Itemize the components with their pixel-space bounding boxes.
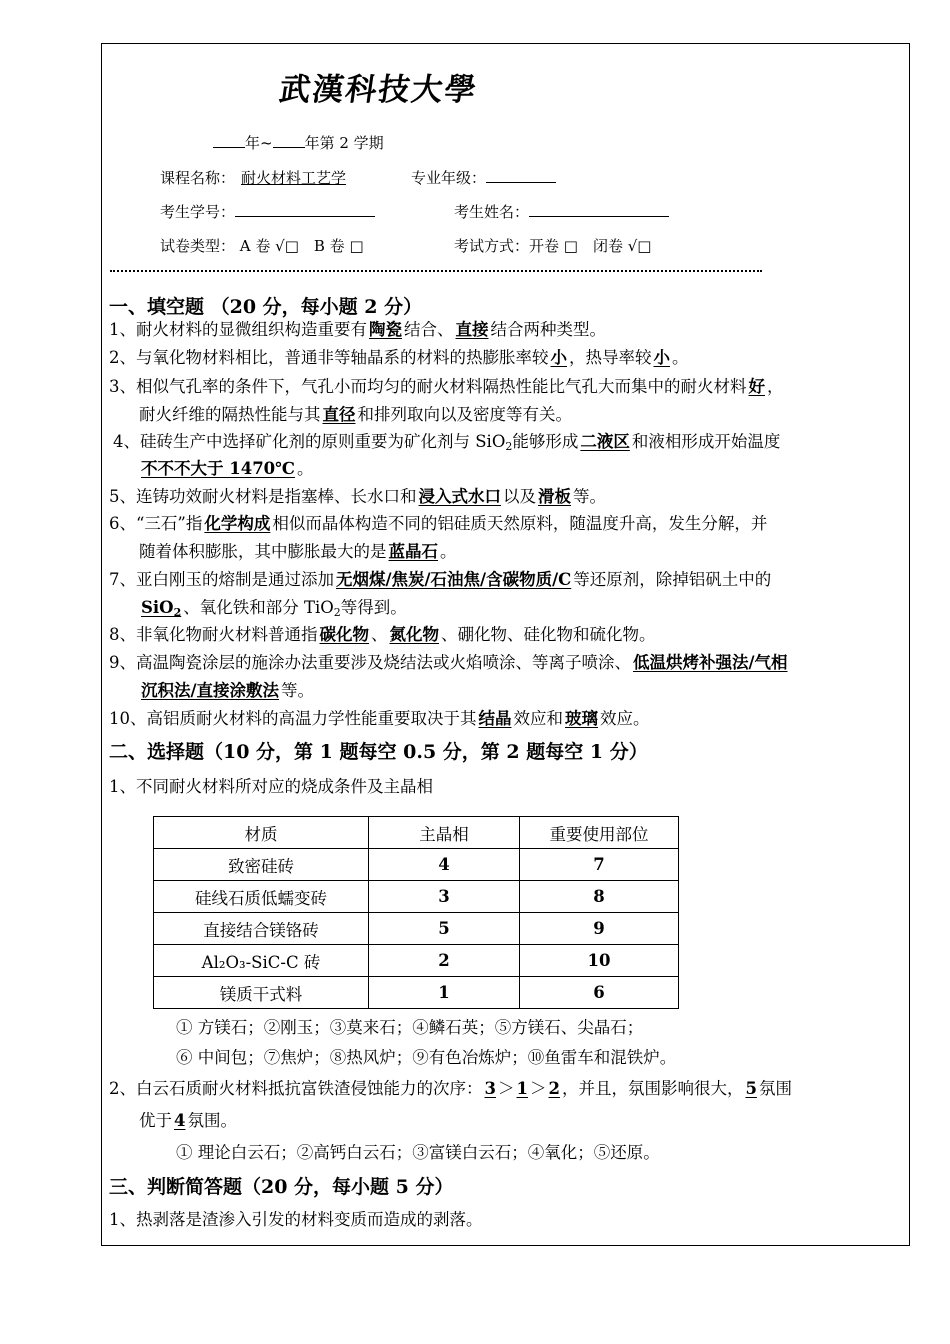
year-start-blank: [213, 147, 245, 148]
student-id-label: 考生学号：: [160, 203, 236, 221]
paper-type-row: [160, 235, 364, 256]
answer-blank: 陶瓷: [369, 320, 402, 339]
major-grade-label: 专业年级：: [411, 169, 487, 187]
section-title-fill-blank: 一、填空题 （20 分，每小题 2 分）: [109, 296, 423, 318]
table-header-row: [154, 817, 679, 849]
answer-blank: 小: [653, 348, 670, 367]
table-cell: Al₂O₃-SiC-C 砖: [154, 945, 369, 977]
section-title-multiple-choice: 二、选择题（10 分，第 1 题每空 0.5 分，第 2 题每空 1 分）: [109, 741, 648, 763]
answer-blank: 化学构成: [204, 514, 271, 533]
answer-blank: 结晶: [478, 709, 512, 728]
table-cell: 5: [369, 913, 520, 945]
dotted-separator: [110, 266, 762, 272]
table-header-cell: 材质: [154, 817, 369, 849]
question-1-4: 4、硅砖生产中选择矿化剂的原则重要为矿化剂与 SiO$_2$能够形成 二液区 和液相形成开始温度: [113, 432, 781, 453]
answer-blank: 5: [745, 1079, 757, 1098]
student-id-blank: [235, 216, 375, 217]
student-name-label: 考生姓名：: [454, 203, 530, 221]
options-list-2: ⑥ 中间包；⑦焦炉；⑧热风炉；⑨有色冶炼炉；⑩鱼雷车和混铁炉。: [176, 1048, 677, 1067]
student-name-blank: [529, 216, 669, 217]
table-row: [154, 849, 679, 881]
student-id-row: [160, 201, 375, 222]
question-1-6: 6、“三石”指 化学构成 相似而晶体构造不同的铝硅质天然原料，随温度升高，发生分解，并: [109, 514, 768, 533]
question-1-7-line2: SiO$_2$ 、氧化铁和部分 TiO$_2$等得到。: [141, 598, 407, 619]
answer-blank: 二液区: [580, 432, 630, 451]
year-end-blank: [273, 147, 305, 148]
major-grade-row: [411, 167, 556, 188]
course-name-row: [160, 167, 352, 188]
options-list-3: ① 理论白云石；②高钙白云石；③富镁白云石；④氧化；⑤还原。: [176, 1143, 660, 1162]
question-1-10: 10、高铝质耐火材料的高温力学性能重要取决于其 结晶 效应和 玻璃 效应。: [109, 709, 650, 728]
section-title-judgement: 三、判断简答题（20 分，每小题 5 分）: [109, 1176, 454, 1198]
question-1-6-line2: 随着体积膨胀，其中膨胀最大的是 蓝晶石 。: [139, 542, 457, 561]
question-1-3: 3、相似气孔率的条件下，气孔小而均匀的耐火材料隔热性能比气孔大而集中的耐火材料 好 ，: [109, 377, 784, 396]
exam-mode-value: 开卷 □ 闭卷 √□: [529, 237, 652, 255]
answer-blank: 直接: [455, 320, 489, 339]
answer-blank: 蓝晶石: [388, 542, 438, 561]
answer-blank: 3: [484, 1079, 496, 1098]
answer-blank: 2: [548, 1079, 560, 1098]
major-grade-blank: [486, 182, 556, 183]
table-cell: 7: [520, 849, 679, 881]
university-logo: 武漢科技大學: [276, 72, 481, 108]
table-row: [154, 881, 679, 913]
table-row: [154, 913, 679, 945]
table-cell: 硅线石质低蠕变砖: [154, 881, 369, 913]
answer-blank: SiO$_2$: [141, 598, 182, 619]
paper-type-label: 试卷类型：: [160, 237, 236, 255]
semester-line: 年~ 年第 2 学期: [213, 132, 384, 153]
exam-mode-label: 考试方式：: [454, 237, 530, 255]
question-2-1: 1、不同耐火材料所对应的烧成条件及主晶相: [109, 777, 433, 796]
table-cell: 3: [369, 881, 520, 913]
materials-table: [153, 816, 679, 1009]
question-1-4-line2: 不不不大于 1470℃ 。: [141, 459, 314, 478]
answer-blank: 碳化物: [319, 625, 369, 644]
table-cell: 9: [520, 913, 679, 945]
table-cell: 4: [369, 849, 520, 881]
answer-blank: 无烟煤/焦炭/石油焦/含碳物质/C: [336, 570, 572, 589]
course-name-value: 耐火材料工艺学: [241, 169, 347, 187]
question-1-1: 1、耐火材料的显微组织构造重要有 陶瓷 结合、 直接 结合两种类型。: [109, 320, 606, 339]
options-list-1: ① 方镁石；②刚玉；③莫来石；④鳞石英；⑤方镁石、尖晶石；: [176, 1018, 644, 1037]
table-cell: 镁质干式料: [154, 977, 369, 1009]
question-2-2: 2、白云石质耐火材料抵抗富铁渣侵蚀能力的次序： 3 ＞ 1 ＞ 2 ，并且，氛围影响很大， 5 氛围: [109, 1079, 792, 1098]
table-row: [154, 945, 679, 977]
answer-blank: 低温烘烤补强法/气相: [633, 653, 788, 672]
table-row: [154, 977, 679, 1009]
question-1-2: 2、与氧化物材料相比，普通非等轴晶系的材料的热膨胀率较 小 ，热导率较 小 。: [109, 348, 689, 367]
answer-blank: 浸入式水口: [418, 487, 501, 506]
table-cell: 2: [369, 945, 520, 977]
question-3-1: 1、热剥落是渣渗入引发的材料变质而造成的剥落。: [109, 1210, 483, 1229]
exam-mode-row: [454, 235, 651, 256]
table-cell: 10: [520, 945, 679, 977]
question-1-8: 8、非氧化物耐火材料普通指 碳化物 、 氮化物 、硼化物、硅化物和硫化物。: [109, 625, 656, 644]
table-cell: 6: [520, 977, 679, 1009]
answer-blank: 1: [516, 1079, 528, 1098]
answer-blank: 玻璃: [565, 709, 598, 728]
table-cell: 致密硅砖: [154, 849, 369, 881]
question-2-2-line2: 优于 4 氛围。: [139, 1111, 237, 1130]
answer-blank: 滑板: [538, 487, 571, 506]
table-header-cell: 主晶相: [369, 817, 520, 849]
answer-blank: 4: [174, 1111, 186, 1130]
table-cell: 1: [369, 977, 520, 1009]
question-1-3-line2: 耐火纤维的隔热性能与其 直径 和排列取向以及密度等有关。: [139, 405, 572, 424]
answer-blank: 氮化物: [389, 625, 439, 644]
paper-type-value: A 卷 √□ B 卷 □: [239, 237, 364, 255]
answer-blank: 沉积法/直接涂敷法: [141, 681, 280, 700]
question-1-5: 5、连铸功效耐火材料是指塞棒、长水口和 浸入式水口 以及 滑板 等。: [109, 487, 606, 506]
semester-label: 年第 2 学期: [304, 134, 384, 152]
question-1-9-line2: 沉积法/直接涂敷法 等。: [141, 681, 315, 700]
answer-blank: 小: [550, 348, 567, 367]
answer-blank: 好: [748, 377, 765, 396]
student-name-row: [454, 201, 669, 222]
question-1-7: 7、亚白刚玉的熔制是通过添加 无烟煤/焦炭/石油焦/含碳物质/C 等还原剂，除掉铝矾土中的: [109, 570, 772, 589]
table-cell: 8: [520, 881, 679, 913]
answer-blank: 不不不大于 1470℃: [141, 459, 295, 478]
answer-blank: 直径: [322, 405, 356, 424]
question-1-9: 9、高温陶瓷涂层的施涂办法重要涉及烧结法或火焰喷涂、等离子喷涂、 低温烘烤补强法/气相: [109, 653, 788, 672]
table-header-cell: 重要使用部位: [520, 817, 679, 849]
table-cell: 直接结合镁铬砖: [154, 913, 369, 945]
course-name-label: 课程名称：: [160, 169, 236, 187]
